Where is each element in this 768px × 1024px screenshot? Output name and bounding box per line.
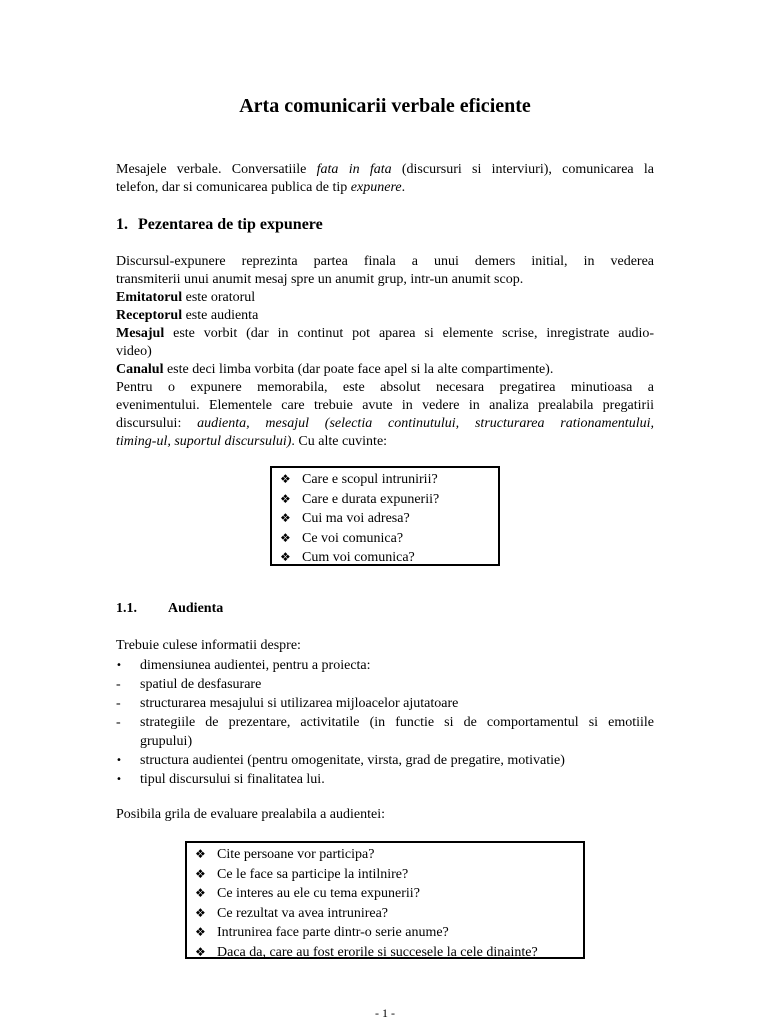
diamond-bullet-icon: ❖	[195, 925, 206, 939]
diamond-bullet-icon: ❖	[280, 511, 291, 525]
box2-item: ❖ Ce rezultat va avea intrunirea?	[195, 904, 575, 924]
box1-item: ❖ Care e scopul intrunirii?	[280, 470, 490, 490]
page-title: Arta comunicarii verbale eficiente	[239, 95, 531, 117]
list-item: - spatiul de desfasurare	[116, 677, 262, 692]
box2-item: ❖ Ce le face sa participe la intilnire?	[195, 865, 575, 885]
mesaj-line-2: video)	[116, 344, 152, 359]
box2-item: ❖ Cite persoane vor participa?	[195, 845, 575, 865]
page-number: - 1 -	[375, 1006, 395, 1020]
discurs-line-2: transmiterii unui anumit mesaj spre un anumit grup, intr-un anumit scop.	[116, 272, 524, 287]
intro-line-1: Mesajele verbale. Conversatiile fata in fata (discursuri si interviuri), comunicarea la	[116, 162, 655, 177]
box1-item: ❖ Cui ma voi adresa?	[280, 509, 490, 529]
list-item: • structura audientei (pentru omogenitate, virsta, grad de pregatire, motivatie)	[116, 753, 565, 768]
intro-line-2: telefon, dar si comunicarea publica de tip expunere.	[116, 180, 406, 195]
section-1-body	[116, 253, 654, 451]
box2-item: ❖ Ce interes au ele cu tema expunerii?	[195, 884, 575, 904]
diamond-bullet-icon: ❖	[195, 866, 206, 881]
section-1-heading: 1. Pezentarea de tip expunere	[116, 216, 323, 233]
diamond-bullet-icon: ❖	[280, 491, 291, 506]
discurs-line-1: Discursul-expunere reprezinta partea finala a unui demers initial, in vederea	[116, 254, 654, 269]
mesaj-line-1: Mesajul este vorbit (dar in continut pot aparea si elemente scrise, inregistrate audio-	[116, 326, 654, 341]
emitator-line: Emitatorul este oratorul	[116, 290, 256, 305]
receptor-line: Receptorul este audienta	[116, 308, 259, 323]
bullet-icon: •	[116, 755, 122, 766]
diamond-bullet-icon: ❖	[280, 530, 291, 545]
bullet-icon: •	[116, 774, 122, 785]
list-item: - strategiile de prezentare, activitatile (in functie si de comportamentul si emotiile grupului)	[116, 715, 654, 749]
diamond-bullet-icon: ❖	[195, 886, 206, 900]
bullet-icon: •	[116, 660, 122, 671]
list-item: - structurarea mesajului si utilizarea mijloacelor ajutatoare	[116, 696, 459, 711]
box1-item: ❖ Cum voi comunica?	[280, 548, 490, 568]
audience-info-list	[116, 656, 654, 789]
list-item: • dimensiunea audientei, pentru a proiecta:	[116, 658, 371, 673]
box1-item: ❖ Ce voi comunica?	[280, 529, 490, 549]
pentru-line-4: timing-ul, suportul discursului). Cu alte cuvinte:	[116, 434, 388, 449]
questions-box-1	[270, 466, 500, 566]
box2-item: ❖ Intrunirea face parte dintr-o serie anume?	[195, 923, 575, 943]
box1-item: ❖ Care e durata expunerii?	[280, 490, 490, 510]
diamond-bullet-icon: ❖	[195, 847, 206, 861]
dash-marker: -	[116, 677, 121, 692]
list-item: • tipul discursului si finalitatea lui.	[116, 772, 325, 787]
dash-marker: -	[116, 696, 121, 711]
pentru-line-2: evenimentului. Elementele care trebuie avute in vedere in analiza prealabila pregatirii	[116, 398, 654, 413]
grila-intro: Posibila grila de evaluare prealabila a audientei:	[116, 807, 385, 822]
pentru-line-3: discursului: audienta, mesajul (selectia continutului, structurarea rationamentului,	[116, 416, 654, 431]
canal-line: Canalul este deci limba vorbita (dar poate face apel si la alte compartimente).	[116, 362, 554, 377]
diamond-bullet-icon: ❖	[280, 472, 291, 486]
box2-item: ❖ Daca da, care au fost erorile si succesele la cele dinainte?	[195, 943, 575, 963]
section-1-1-heading: 1.1. Audienta	[116, 601, 224, 616]
diamond-bullet-icon: ❖	[195, 944, 206, 959]
section-1-1-intro: Trebuie culese informatii despre:	[116, 638, 301, 653]
pentru-line-1: Pentru o expunere memorabila, este absolut necesara pregatirea minutioasa a	[116, 380, 654, 395]
questions-box-2	[185, 841, 585, 959]
dash-marker: -	[116, 715, 121, 730]
diamond-bullet-icon: ❖	[280, 550, 291, 564]
diamond-bullet-icon: ❖	[195, 905, 206, 920]
intro-paragraph	[116, 161, 654, 197]
